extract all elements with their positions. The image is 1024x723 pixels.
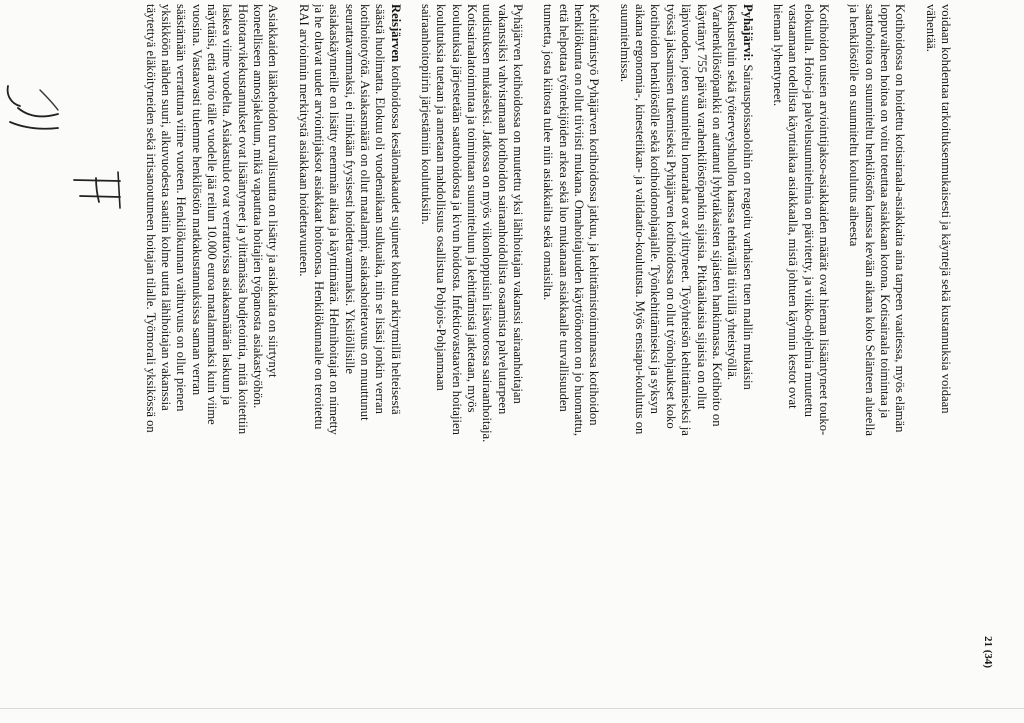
text-line: käyttänyt 755 päivää varahenkilöstöpankin sijaisia. Pitkäaikaisia sijaisia on ollut xyxy=(694,4,709,410)
text-line: RAI arvioinnin merkitystä asiakkaan hoidettavuuteen. xyxy=(296,4,311,277)
text-line: aikana ergonomia-, kinestetiikan- ja validaatio-koulutusta. Myös ensiapu-koulutus on xyxy=(633,4,648,435)
text-line: kotihoitotyötä. Asiakasmäärä on ollut matalampi, asiakashoitetavuus on muuttunut xyxy=(358,4,372,421)
document-body xyxy=(143,4,953,664)
text-line: vähentää. xyxy=(923,4,938,52)
text-line: täytettyä eläköityneiden sekä irtisanoutuneen hoitajan tilalle. Työmorali yksikössä on xyxy=(143,4,158,433)
text-line: Kotisairaalatoimintaa ja toimintaan suunnitteluun ja kehittämistä jatketaan, myös xyxy=(465,4,480,413)
paragraph-pyhajarvi xyxy=(616,4,754,664)
text-line: Kotihoidossa on hoidettu kotisairaala-asiakkaita aina tarpeen vaatiessa, myös elämän xyxy=(893,4,908,433)
text-line: ja henkilöstölle on suunniteltu koulutus aiheesta xyxy=(847,4,862,247)
text-line: seurattavammaksi, ei niinkään fyysisesti hoidettavammaksi. Yksilöllisille xyxy=(342,4,357,374)
text-line: saattohoitoa on suunniteltu henkilöstön kanssa kevään aikana koko Selänteen alueella xyxy=(862,4,877,436)
text-line xyxy=(387,4,402,664)
text-line: vastaamaan todellista käyntiaikaa asiakkaalla, mistä johtuen käynnin kestot ovat xyxy=(786,4,801,409)
text-line: koneelliseen annosjakeluun, mikä vapauttaa hoitajien työpanosta asiakastyöhön. xyxy=(250,4,265,409)
text-line: Pyhäjärven kotihoidossa on muutettu yksi lähihoitajan vakanssi sairaanhoitajan xyxy=(511,4,526,404)
text-line: yksikköön nähden suuri, alkuvuodesta saatiin kolme uutta lähihoitajan vakanssia xyxy=(158,4,173,411)
text-line: sairaanhoitopiirin järjestämiin koulutuksiin. xyxy=(419,4,434,225)
page-number: 21 (34) xyxy=(982,636,994,669)
text-fragment: Sairauspoissaoloihin on reagoitu varhaisen tuen mallin mukaisin xyxy=(740,61,755,390)
text-line: Kotihoidon uusien arviointijakso-asiakkaiden määrät ovat hieman lisääntyneet touko- xyxy=(816,4,831,436)
text-line: kotihoidon henkilöstölle sekä kotihoidonohjaajalle. Työnkehittämiseksi ja syksyn xyxy=(648,4,663,414)
paragraph-vakanssi xyxy=(418,4,525,664)
paragraph-intro-end xyxy=(922,4,953,664)
paragraph-kotisairaala xyxy=(846,4,907,664)
paragraph-kehittamistyo xyxy=(540,4,601,664)
paragraph-reisjarvi xyxy=(295,4,402,664)
text-line: Kehittämistyö Pyhäjärven kotihoidossa jatkuu, ja kehittämistoiminnassa kotihoidon xyxy=(587,4,602,426)
text-line: Asiakkaiden lääkehoidon turvallisuutta on lisätty ja asiakkaita on siirtynyt xyxy=(266,4,281,378)
text-line: työssä jaksamisen tukemiseksi Pyhäjärven kotihoidossa on ollut työnohjaukset koko xyxy=(663,4,678,429)
scan-edge-divider xyxy=(0,708,1024,709)
text-line: näyttäisi, että arvio tälle vuodelle jää reilun 10.000 euroa matalammaksi kuin viime xyxy=(204,4,219,425)
text-line xyxy=(739,4,754,664)
text-line: Varahenkilöstöpankki on auttanut lyhytaikaisten sijaisten hankinnassa. Kotihoito on xyxy=(709,4,724,427)
text-line: vuosina. Vastaavasti tulemme henkilöstön matkakustannuksissa saman verran xyxy=(189,4,204,396)
text-line: säästämään verrattuna viime vuoteen. Henkilökunnan vaihtuvuus on ollut pienen xyxy=(174,4,189,412)
text-line: koulutuksia järjestetään saattohoidosta ja kivun hoidosta. Infektiovastaavien hoitajien xyxy=(449,4,464,435)
handwritten-marks-icon xyxy=(0,0,130,723)
text-line: Hoitotarvikekustannukset ovat lisääntyneet ja ylittämässä budjetointia, mitä koitettiin xyxy=(235,4,250,435)
text-line: hieman lyhentyneet. xyxy=(770,4,785,107)
text-line: vakanssiksi vahvistamaan kotihoidon sairaanhoidollista osaamista palvelutarpeen xyxy=(495,4,510,415)
text-line: säästä huolimatta. Elokuu oli vuodenaikaan sulkuaika, niin se lisäsi jonkin verran xyxy=(373,4,388,414)
section-lead-pyhajarvi: Pyhäjärvi: xyxy=(740,4,755,62)
text-line: että helpottaa työntekijöiden arkea sekä luo mukanaan asiakkaalle turvallisuuden xyxy=(556,4,571,412)
text-fragment: kotihoidossa kesälomakaudet sujuneet kohtuu arkirytmillä helteisestä xyxy=(388,62,403,415)
text-line: elokuulla. Hoito-ja palvelusuunnitelmia on päivitetty, ja viikko-ohjelmia muutettu xyxy=(801,4,816,417)
section-lead-reisjarvi: Reisjärven xyxy=(388,4,403,63)
text-line: loppuvaiheen hoitoa on voitu toteuttaa asiakkaan kotona. Kotisairaala toimintaa ja xyxy=(877,4,892,419)
text-line: voidaan kohdentaa tarkoituksenmukaisesti ja käyntejä sekä kustannuksia voidaan xyxy=(939,4,953,414)
text-line: keskusteluin sekä työterveyshuollon kanssa tehtävällä tiiviillä yhteistyöllä. xyxy=(725,4,740,380)
text-line: tunnetta, josta kiitosta tulee niin asiakkailta sekä omaisilta. xyxy=(541,4,556,301)
text-line: uudistuksen mukaiseksi. Jatkossa on myös viikonloppuisin lisävuorossa sairaanhoitaja. xyxy=(480,4,495,443)
text-line: läpivuoden, joten suunniteltu lomarahat ovat ylittyneet. Työyhteisön kehittämiseksi ja xyxy=(679,4,694,436)
paragraph-laakehoito xyxy=(142,4,280,664)
text-line: koulutuksia tuetaan ja annetaan mahdollisuus osallistua Pohjois-Pohjanmaan xyxy=(434,4,449,391)
text-line: asiakaskäynneille on lisätty enemmän aikaa ja käyntimäärä. Helmihoitajat on nimetty xyxy=(327,4,342,435)
text-line: ja he oltavat uudet arviointijaksot asiakkaat hoitoonsa. Henkilökunnalle on teroitettu xyxy=(311,4,326,430)
text-line: henkilökunta on ollut tiiviisti mukana. Omahoitajuuden käyttöönoton on jo huomattu, xyxy=(572,4,587,436)
text-line: laskea viime vuodelta. Asiakastulot ovat verrattavissa asiakasmäärän laskuun ja xyxy=(220,4,235,406)
paragraph-arviointijakso xyxy=(770,4,831,664)
text-line: suunnitelmissa. xyxy=(617,4,632,83)
